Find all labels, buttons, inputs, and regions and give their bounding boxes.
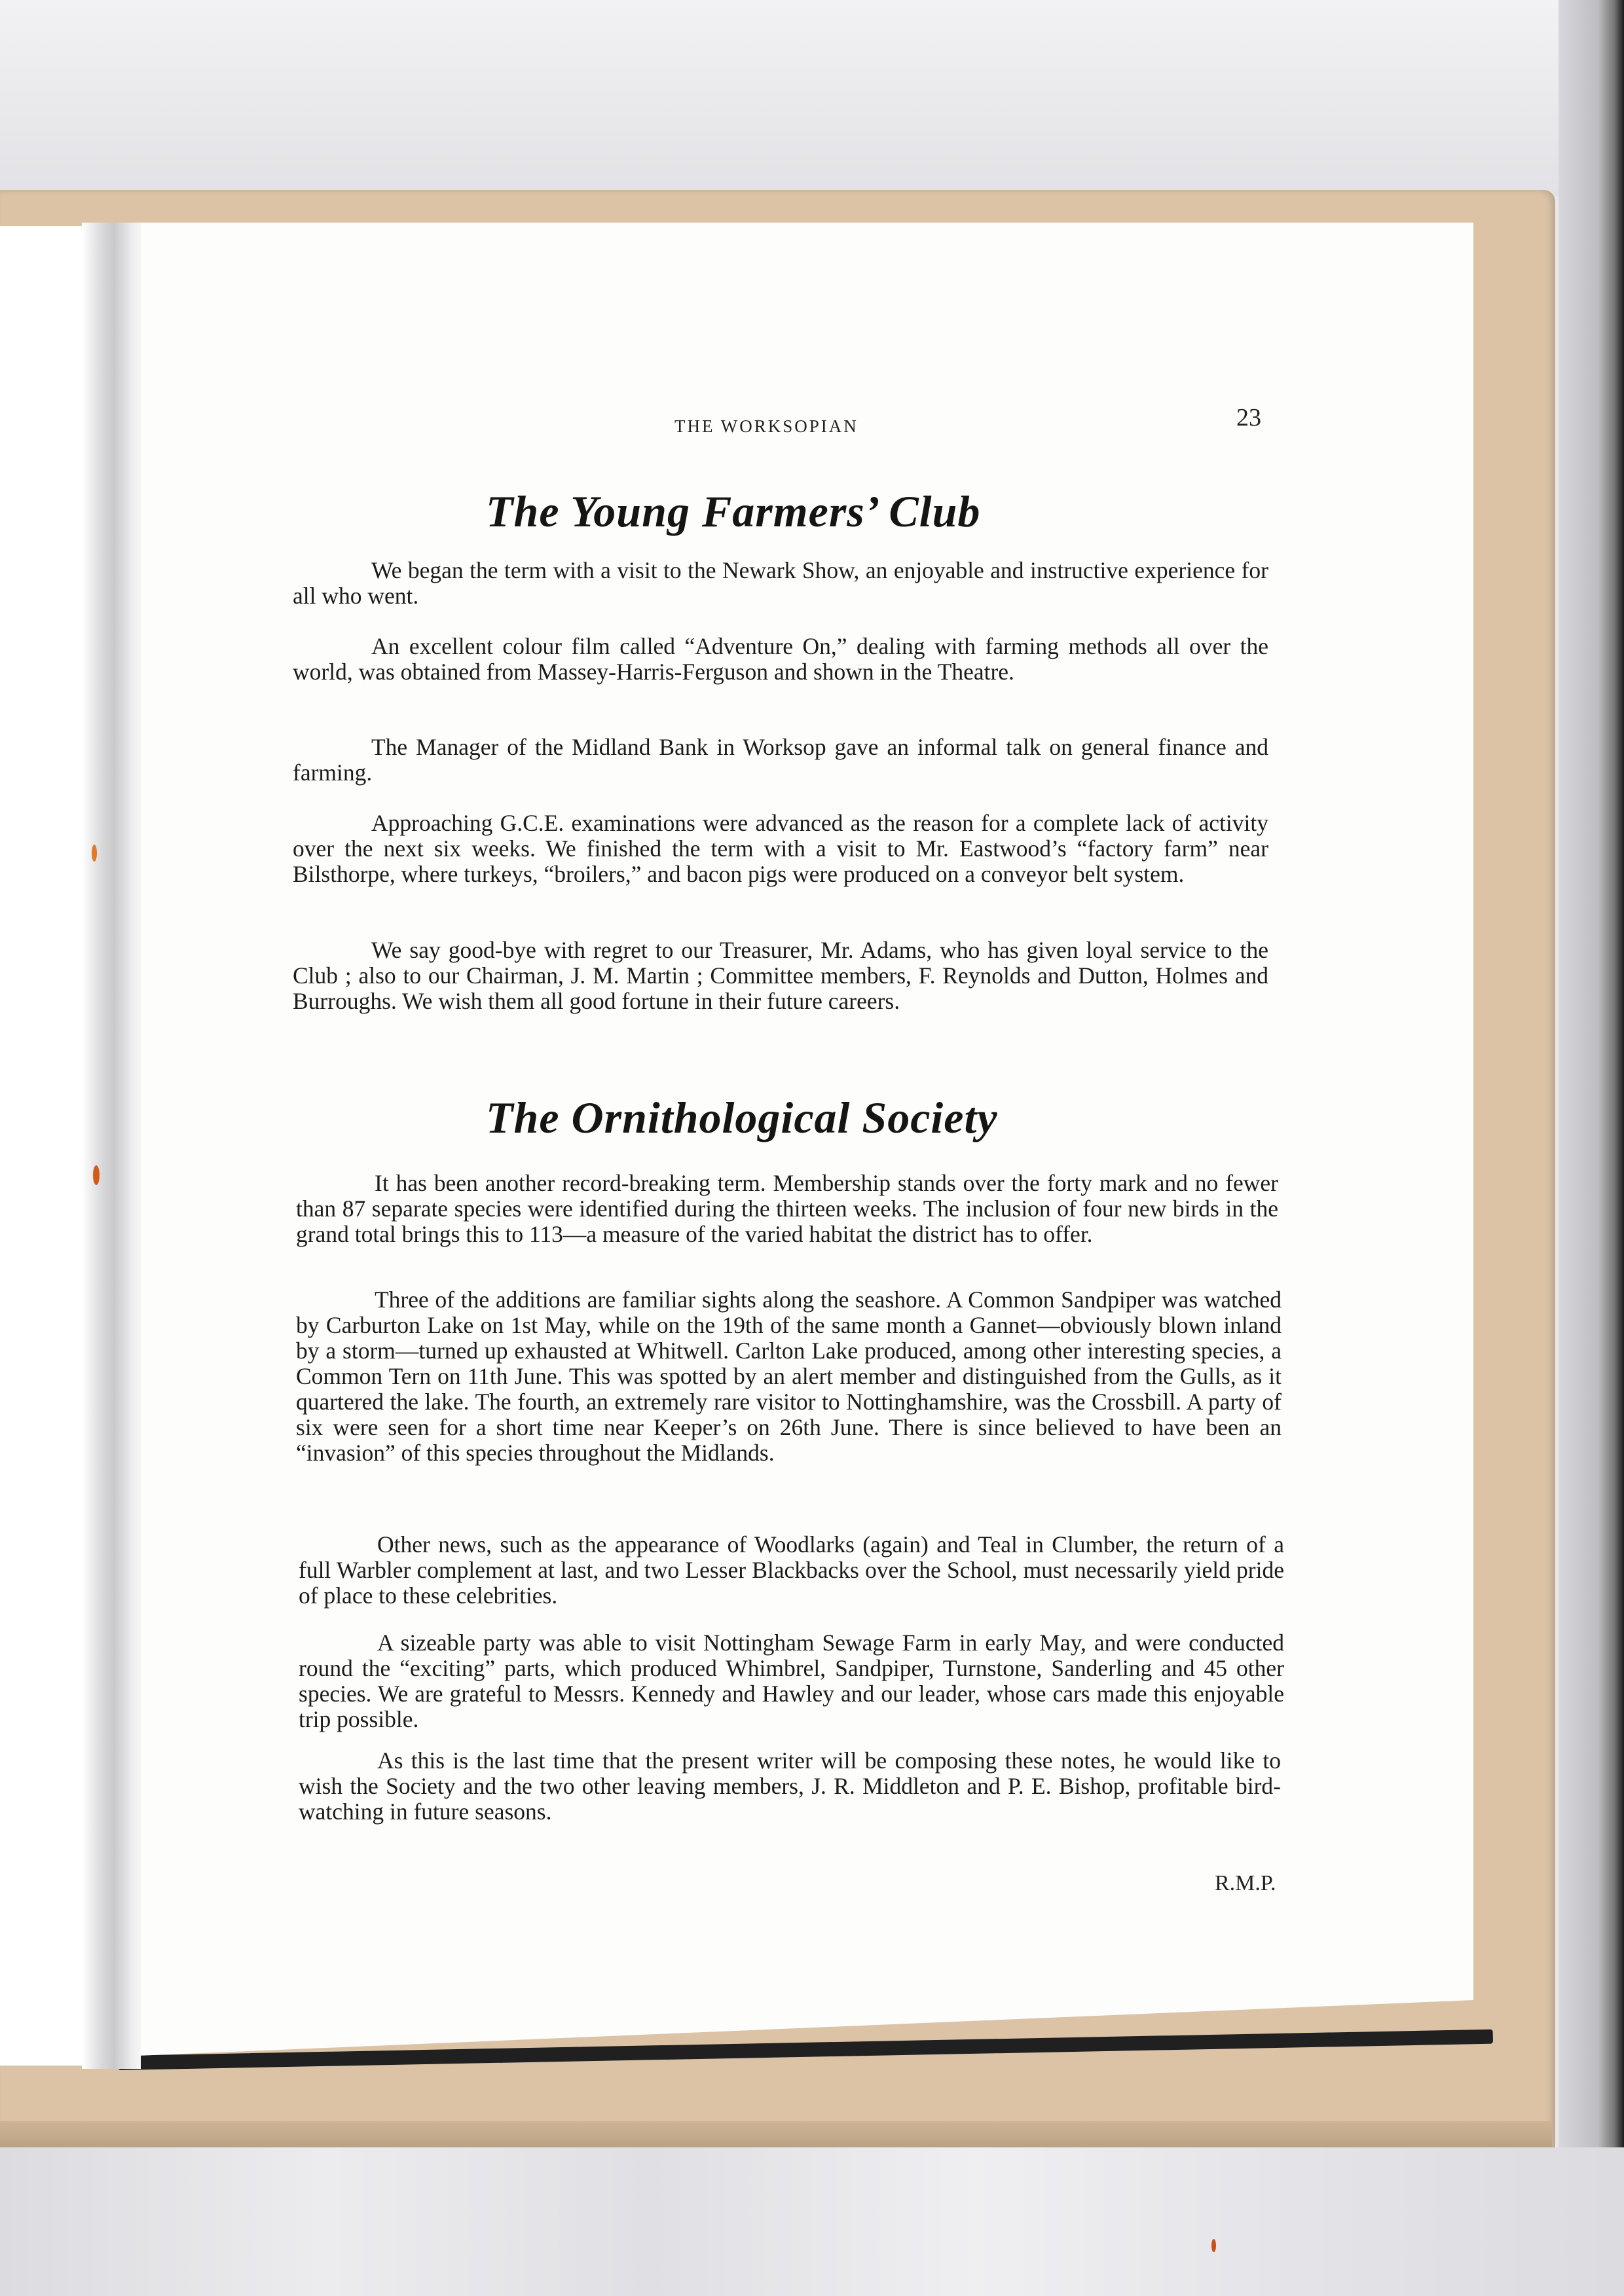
rust-stain	[93, 1165, 100, 1185]
section-title-ornithological-society: The Ornithological Society	[486, 1093, 998, 1142]
book-gutter-shadow	[82, 223, 141, 2069]
paragraph: Approaching G.C.E. examinations were advanced as the reason for a complete lack of activity over the next six weeks. We finished the term with a visit to Mr. Eastwood’s “factory farm” near Bilsthorpe, where turkeys, “broilers,” and bacon pigs were produced on a conveyor belt system.	[293, 810, 1268, 887]
paragraph: It has been another record-breaking term. Membership stands over the forty mark and no fewer than 87 separate species were identified during the thirteen weeks. The inclusion of four new birds in the grand total brings this to 113—a measure of the varied habitat the district has to offer.	[296, 1170, 1278, 1247]
author-signature: R.M.P.	[1215, 1871, 1276, 1895]
scanner-edge-right	[1559, 0, 1624, 2296]
paragraph: We began the term with a visit to the Newark Show, an enjoyable and instructive experience for all who went.	[293, 557, 1268, 609]
paragraph: We say good-bye with regret to our Treasurer, Mr. Adams, who has given loyal service to the Club ; also to our Chairman, J. M. Martin ; Committee members, F. Reynolds and Dutton, Holmes and Burroughs. We wish them all good fortune in their future careers.	[293, 937, 1268, 1014]
paragraph: A sizeable party was able to visit Nottingham Sewage Farm in early May, and were conducted round the “exciting” parts, which produced Whimbrel, Sandpiper, Turnstone, Sanderling and 45 other species. We are grateful to Messrs. Kennedy and Hawley and our leader, whose cars made this enjoyable trip possible.	[299, 1630, 1284, 1732]
paragraph: Other news, such as the appearance of Woodlarks (again) and Teal in Clumber, the return of a full Warbler complement at last, and two Lesser Blackbacks over the School, must necessarily yield pride of place to these celebrities.	[299, 1531, 1284, 1609]
page-number: 23	[1236, 404, 1261, 431]
running-head: THE WORKSOPIAN	[674, 416, 858, 436]
paragraph: The Manager of the Midland Bank in Worksop gave an informal talk on general finance and farming.	[293, 734, 1268, 786]
paragraph: Three of the additions are familiar sights along the seashore. A Common Sandpiper was watched by Carburton Lake on 1st May, while on the 19th of the same month a Gannet—obviously blown inland by a storm—turned up exhausted at Whitwell. Carlton Lake produced, among other interesting species, a Common Tern on 11th June. This was spotted by an alert member and distinguished from the Gulls, as it quartered the lake. The fourth, an extremely rare visitor to Nottinghamshire, was the Crossbill. A party of six were seen for a short time near Keeper’s on 26th June. There is since believed to have been an “invasion” of this species throughout the Midlands.	[296, 1286, 1282, 1466]
rust-stain	[1211, 2239, 1216, 2252]
section-title-young-farmers-club: The Young Farmers’ Club	[486, 486, 981, 536]
paragraph: As this is the last time that the present writer will be composing these notes, he would like to wish the Society and the two other leaving members, J. R. Middleton and P. E. Bishop, profitable bird-watching in future seasons.	[299, 1747, 1281, 1825]
rust-stain	[92, 845, 97, 862]
paragraph: An excellent colour film called “Adventure On,” dealing with farming methods all over the world, was obtained from Massey-Harris-Ferguson and shown in the Theatre.	[293, 633, 1268, 685]
scanner-background-top	[0, 0, 1624, 196]
scanner-background-bottom	[0, 2147, 1624, 2296]
left-page-edge	[0, 226, 92, 2066]
